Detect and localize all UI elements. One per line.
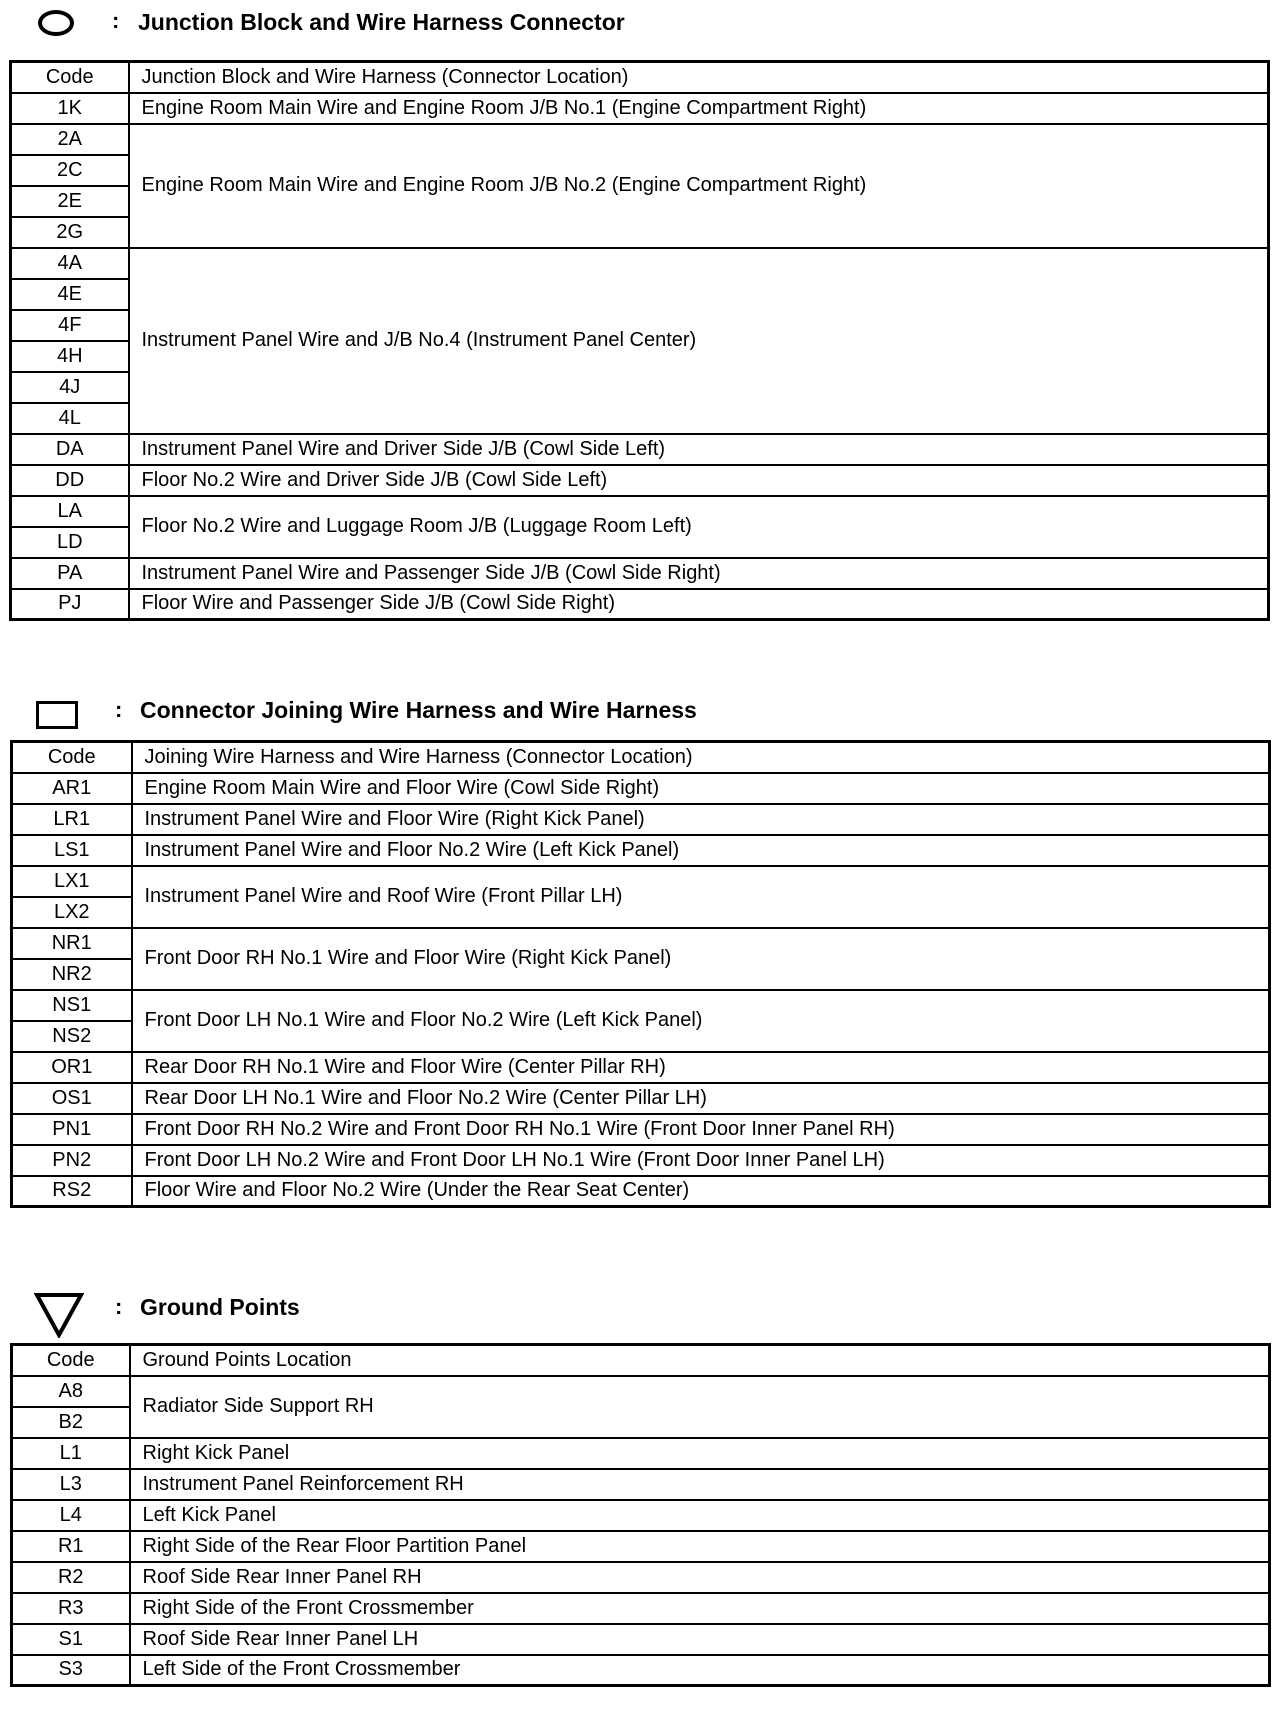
code-cell: DA bbox=[11, 434, 129, 465]
table-row bbox=[11, 558, 1269, 589]
code-cell: S3 bbox=[12, 1655, 130, 1686]
table-row bbox=[12, 1562, 1270, 1593]
section1-title: Junction Block and Wire Harness Connector bbox=[138, 9, 625, 35]
table-row bbox=[12, 1624, 1270, 1655]
description-cell: Instrument Panel Wire and Floor No.2 Wire (Left Kick Panel) bbox=[132, 835, 1270, 866]
code-cell: OR1 bbox=[12, 1052, 132, 1083]
description-cell: Front Door LH No.2 Wire and Front Door LH No.1 Wire (Front Door Inner Panel LH) bbox=[132, 1145, 1270, 1176]
description-cell: Floor No.2 Wire and Luggage Room J/B (Luggage Room Left) bbox=[129, 496, 1269, 558]
code-cell: PJ bbox=[11, 589, 129, 620]
table-row bbox=[12, 990, 1270, 1021]
connector-joining-table bbox=[10, 740, 1271, 1208]
code-cell: L3 bbox=[12, 1469, 130, 1500]
header-description: Joining Wire Harness and Wire Harness (Connector Location) bbox=[132, 742, 1270, 773]
code-cell: 1K bbox=[11, 93, 129, 124]
table-row bbox=[12, 804, 1270, 835]
code-cell: LX2 bbox=[12, 897, 132, 928]
table-row bbox=[11, 589, 1269, 620]
table-row bbox=[12, 1469, 1270, 1500]
code-cell: RS2 bbox=[12, 1176, 132, 1207]
code-cell: PN1 bbox=[12, 1114, 132, 1145]
code-cell: DD bbox=[11, 465, 129, 496]
description-cell: Right Side of the Rear Floor Partition Panel bbox=[130, 1531, 1270, 1562]
description-cell: Rear Door RH No.1 Wire and Floor Wire (Center Pillar RH) bbox=[132, 1052, 1270, 1083]
description-cell: Front Door RH No.1 Wire and Floor Wire (Right Kick Panel) bbox=[132, 928, 1270, 990]
junction-block-table bbox=[9, 60, 1270, 621]
description-cell: Front Door LH No.1 Wire and Floor No.2 Wire (Left Kick Panel) bbox=[132, 990, 1270, 1052]
code-cell: LD bbox=[11, 527, 129, 558]
description-cell: Roof Side Rear Inner Panel RH bbox=[130, 1562, 1270, 1593]
section1-colon: : bbox=[112, 8, 120, 33]
section3-colon: : bbox=[115, 1294, 123, 1319]
description-cell: Front Door RH No.2 Wire and Front Door RH No.1 Wire (Front Door Inner Panel RH) bbox=[132, 1114, 1270, 1145]
code-cell: 4J bbox=[11, 372, 129, 403]
description-cell: Rear Door LH No.1 Wire and Floor No.2 Wire (Center Pillar LH) bbox=[132, 1083, 1270, 1114]
section2-title: Connector Joining Wire Harness and Wire Harness bbox=[140, 697, 697, 723]
code-cell: R3 bbox=[12, 1593, 130, 1624]
header-row bbox=[12, 1345, 1270, 1376]
code-cell: AR1 bbox=[12, 773, 132, 804]
header-code: Code bbox=[12, 742, 132, 773]
description-cell: Left Side of the Front Crossmember bbox=[130, 1655, 1270, 1686]
ground-points-table bbox=[10, 1343, 1271, 1687]
table-row bbox=[12, 1531, 1270, 1562]
code-cell: 2E bbox=[11, 186, 129, 217]
table-row bbox=[12, 1083, 1270, 1114]
description-cell: Instrument Panel Reinforcement RH bbox=[130, 1469, 1270, 1500]
description-cell: Instrument Panel Wire and J/B No.4 (Instrument Panel Center) bbox=[129, 248, 1269, 434]
code-cell: S1 bbox=[12, 1624, 130, 1655]
table-row bbox=[12, 1500, 1270, 1531]
description-cell: Left Kick Panel bbox=[130, 1500, 1270, 1531]
header-description: Junction Block and Wire Harness (Connector Location) bbox=[129, 62, 1269, 93]
section2-colon: : bbox=[115, 697, 123, 722]
code-cell: R1 bbox=[12, 1531, 130, 1562]
code-cell: LA bbox=[11, 496, 129, 527]
code-cell: PA bbox=[11, 558, 129, 589]
code-cell: 4F bbox=[11, 310, 129, 341]
code-cell: 2A bbox=[11, 124, 129, 155]
code-cell: OS1 bbox=[12, 1083, 132, 1114]
code-cell: L4 bbox=[12, 1500, 130, 1531]
description-cell: Floor Wire and Floor No.2 Wire (Under the Rear Seat Center) bbox=[132, 1176, 1270, 1207]
code-cell: NS2 bbox=[12, 1021, 132, 1052]
oval-symbol-icon bbox=[38, 10, 74, 36]
header-row bbox=[12, 742, 1270, 773]
header-code: Code bbox=[12, 1345, 130, 1376]
table-row bbox=[12, 835, 1270, 866]
section3-title: Ground Points bbox=[140, 1294, 300, 1320]
code-cell: NS1 bbox=[12, 990, 132, 1021]
description-cell: Instrument Panel Wire and Driver Side J/B (Cowl Side Left) bbox=[129, 434, 1269, 465]
description-cell: Right Side of the Front Crossmember bbox=[130, 1593, 1270, 1624]
table-row bbox=[12, 1176, 1270, 1207]
code-cell: R2 bbox=[12, 1562, 130, 1593]
description-cell: Engine Room Main Wire and Engine Room J/B No.2 (Engine Compartment Right) bbox=[129, 124, 1269, 248]
table-row bbox=[11, 465, 1269, 496]
table-row bbox=[11, 124, 1269, 155]
code-cell: PN2 bbox=[12, 1145, 132, 1176]
description-cell: Roof Side Rear Inner Panel LH bbox=[130, 1624, 1270, 1655]
code-cell: 4E bbox=[11, 279, 129, 310]
description-cell: Radiator Side Support RH bbox=[130, 1376, 1270, 1438]
code-cell: 2C bbox=[11, 155, 129, 186]
table-row bbox=[12, 866, 1270, 897]
table-row bbox=[12, 1145, 1270, 1176]
table-row bbox=[11, 496, 1269, 527]
code-cell: LR1 bbox=[12, 804, 132, 835]
code-cell: B2 bbox=[12, 1407, 130, 1438]
table-row bbox=[12, 1438, 1270, 1469]
description-cell: Engine Room Main Wire and Floor Wire (Cowl Side Right) bbox=[132, 773, 1270, 804]
table-row bbox=[11, 248, 1269, 279]
description-cell: Instrument Panel Wire and Roof Wire (Front Pillar LH) bbox=[132, 866, 1270, 928]
table-row bbox=[12, 1052, 1270, 1083]
code-cell: 4H bbox=[11, 341, 129, 372]
table-row bbox=[12, 773, 1270, 804]
header-description: Ground Points Location bbox=[130, 1345, 1270, 1376]
code-cell: A8 bbox=[12, 1376, 130, 1407]
code-cell: 2G bbox=[11, 217, 129, 248]
code-cell: LS1 bbox=[12, 835, 132, 866]
table-row bbox=[12, 928, 1270, 959]
table-row bbox=[12, 1376, 1270, 1407]
code-cell: 4L bbox=[11, 403, 129, 434]
description-cell: Instrument Panel Wire and Floor Wire (Right Kick Panel) bbox=[132, 804, 1270, 835]
table-row bbox=[12, 1114, 1270, 1145]
description-cell: Floor No.2 Wire and Driver Side J/B (Cowl Side Left) bbox=[129, 465, 1269, 496]
rectangle-symbol-icon bbox=[36, 701, 78, 729]
description-cell: Floor Wire and Passenger Side J/B (Cowl Side Right) bbox=[129, 589, 1269, 620]
header-row bbox=[11, 62, 1269, 93]
table-row bbox=[12, 1655, 1270, 1686]
header-code: Code bbox=[11, 62, 129, 93]
code-cell: NR1 bbox=[12, 928, 132, 959]
description-cell: Engine Room Main Wire and Engine Room J/B No.1 (Engine Compartment Right) bbox=[129, 93, 1269, 124]
code-cell: 4A bbox=[11, 248, 129, 279]
table-row bbox=[11, 93, 1269, 124]
table-row bbox=[11, 434, 1269, 465]
table-row bbox=[12, 1593, 1270, 1624]
code-cell: L1 bbox=[12, 1438, 130, 1469]
triangle-symbol-icon bbox=[34, 1292, 84, 1338]
code-cell: LX1 bbox=[12, 866, 132, 897]
description-cell: Instrument Panel Wire and Passenger Side J/B (Cowl Side Right) bbox=[129, 558, 1269, 589]
description-cell: Right Kick Panel bbox=[130, 1438, 1270, 1469]
code-cell: NR2 bbox=[12, 959, 132, 990]
